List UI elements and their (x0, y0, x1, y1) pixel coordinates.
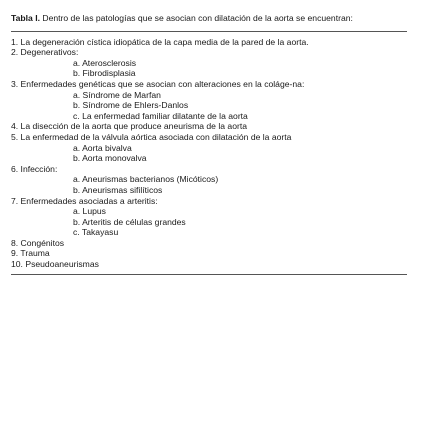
sub-list-item: a. Aneurismas bacterianos (Micóticos) (73, 174, 219, 185)
sub-list-item: b. Síndrome de Ehlers-Danlos (73, 100, 189, 111)
sub-list-item: c. Takayasu (73, 227, 119, 238)
sub-list-item: b. Fibrodisplasia (73, 68, 136, 79)
list-item: 10. Pseudoaneurismas (11, 259, 99, 270)
sub-list-item: a. Síndrome de Marfan (73, 89, 161, 100)
table-document (11, 13, 407, 275)
sub-list-item: a. Lupus (73, 206, 106, 217)
pathology-list (11, 37, 407, 270)
list-item: 6. Infección: (11, 163, 58, 174)
sub-list-item: a. Aorta bivalva (73, 142, 132, 153)
sub-list-item: b. Aorta monovalva (73, 153, 147, 164)
caption-label: Tabla I. (11, 13, 40, 23)
sub-list-item: c. La enfermedad familiar dilatante de la aorta (73, 110, 248, 121)
sub-list-item: b. Arteritis de células grandes (73, 216, 186, 227)
list-item: 3. Enfermedades genéticas que se asocian con alteraciones en la coláge-na: (11, 78, 305, 89)
bottom-rule (11, 274, 407, 275)
list-item: 1. La degeneración cística idiopática de la capa media de la pared de la aorta. (11, 36, 309, 47)
list-item: 2. Degenerativos: (11, 47, 79, 58)
list-item: 9. Trauma (11, 248, 50, 259)
top-rule (11, 31, 407, 32)
sub-list-item: a. Aterosclerosis (73, 57, 137, 68)
table-caption (11, 13, 407, 24)
list-item: 7. Enfermedades asociadas a arteritis: (11, 195, 158, 206)
list-item: 8. Congénitos (11, 237, 65, 248)
caption-text: Dentro de las patologías que se asocian con dilatación de la aorta se encuentran: (39, 13, 353, 23)
sub-list-item: b. Aneurismas sifilíticos (73, 184, 163, 195)
list-item: 5. La enfermedad de la válvula aórtica asociada con dilatación de la aorta (11, 131, 292, 142)
list-item: 4. La disección de la aorta que produce aneurisma de la aorta (11, 121, 248, 132)
